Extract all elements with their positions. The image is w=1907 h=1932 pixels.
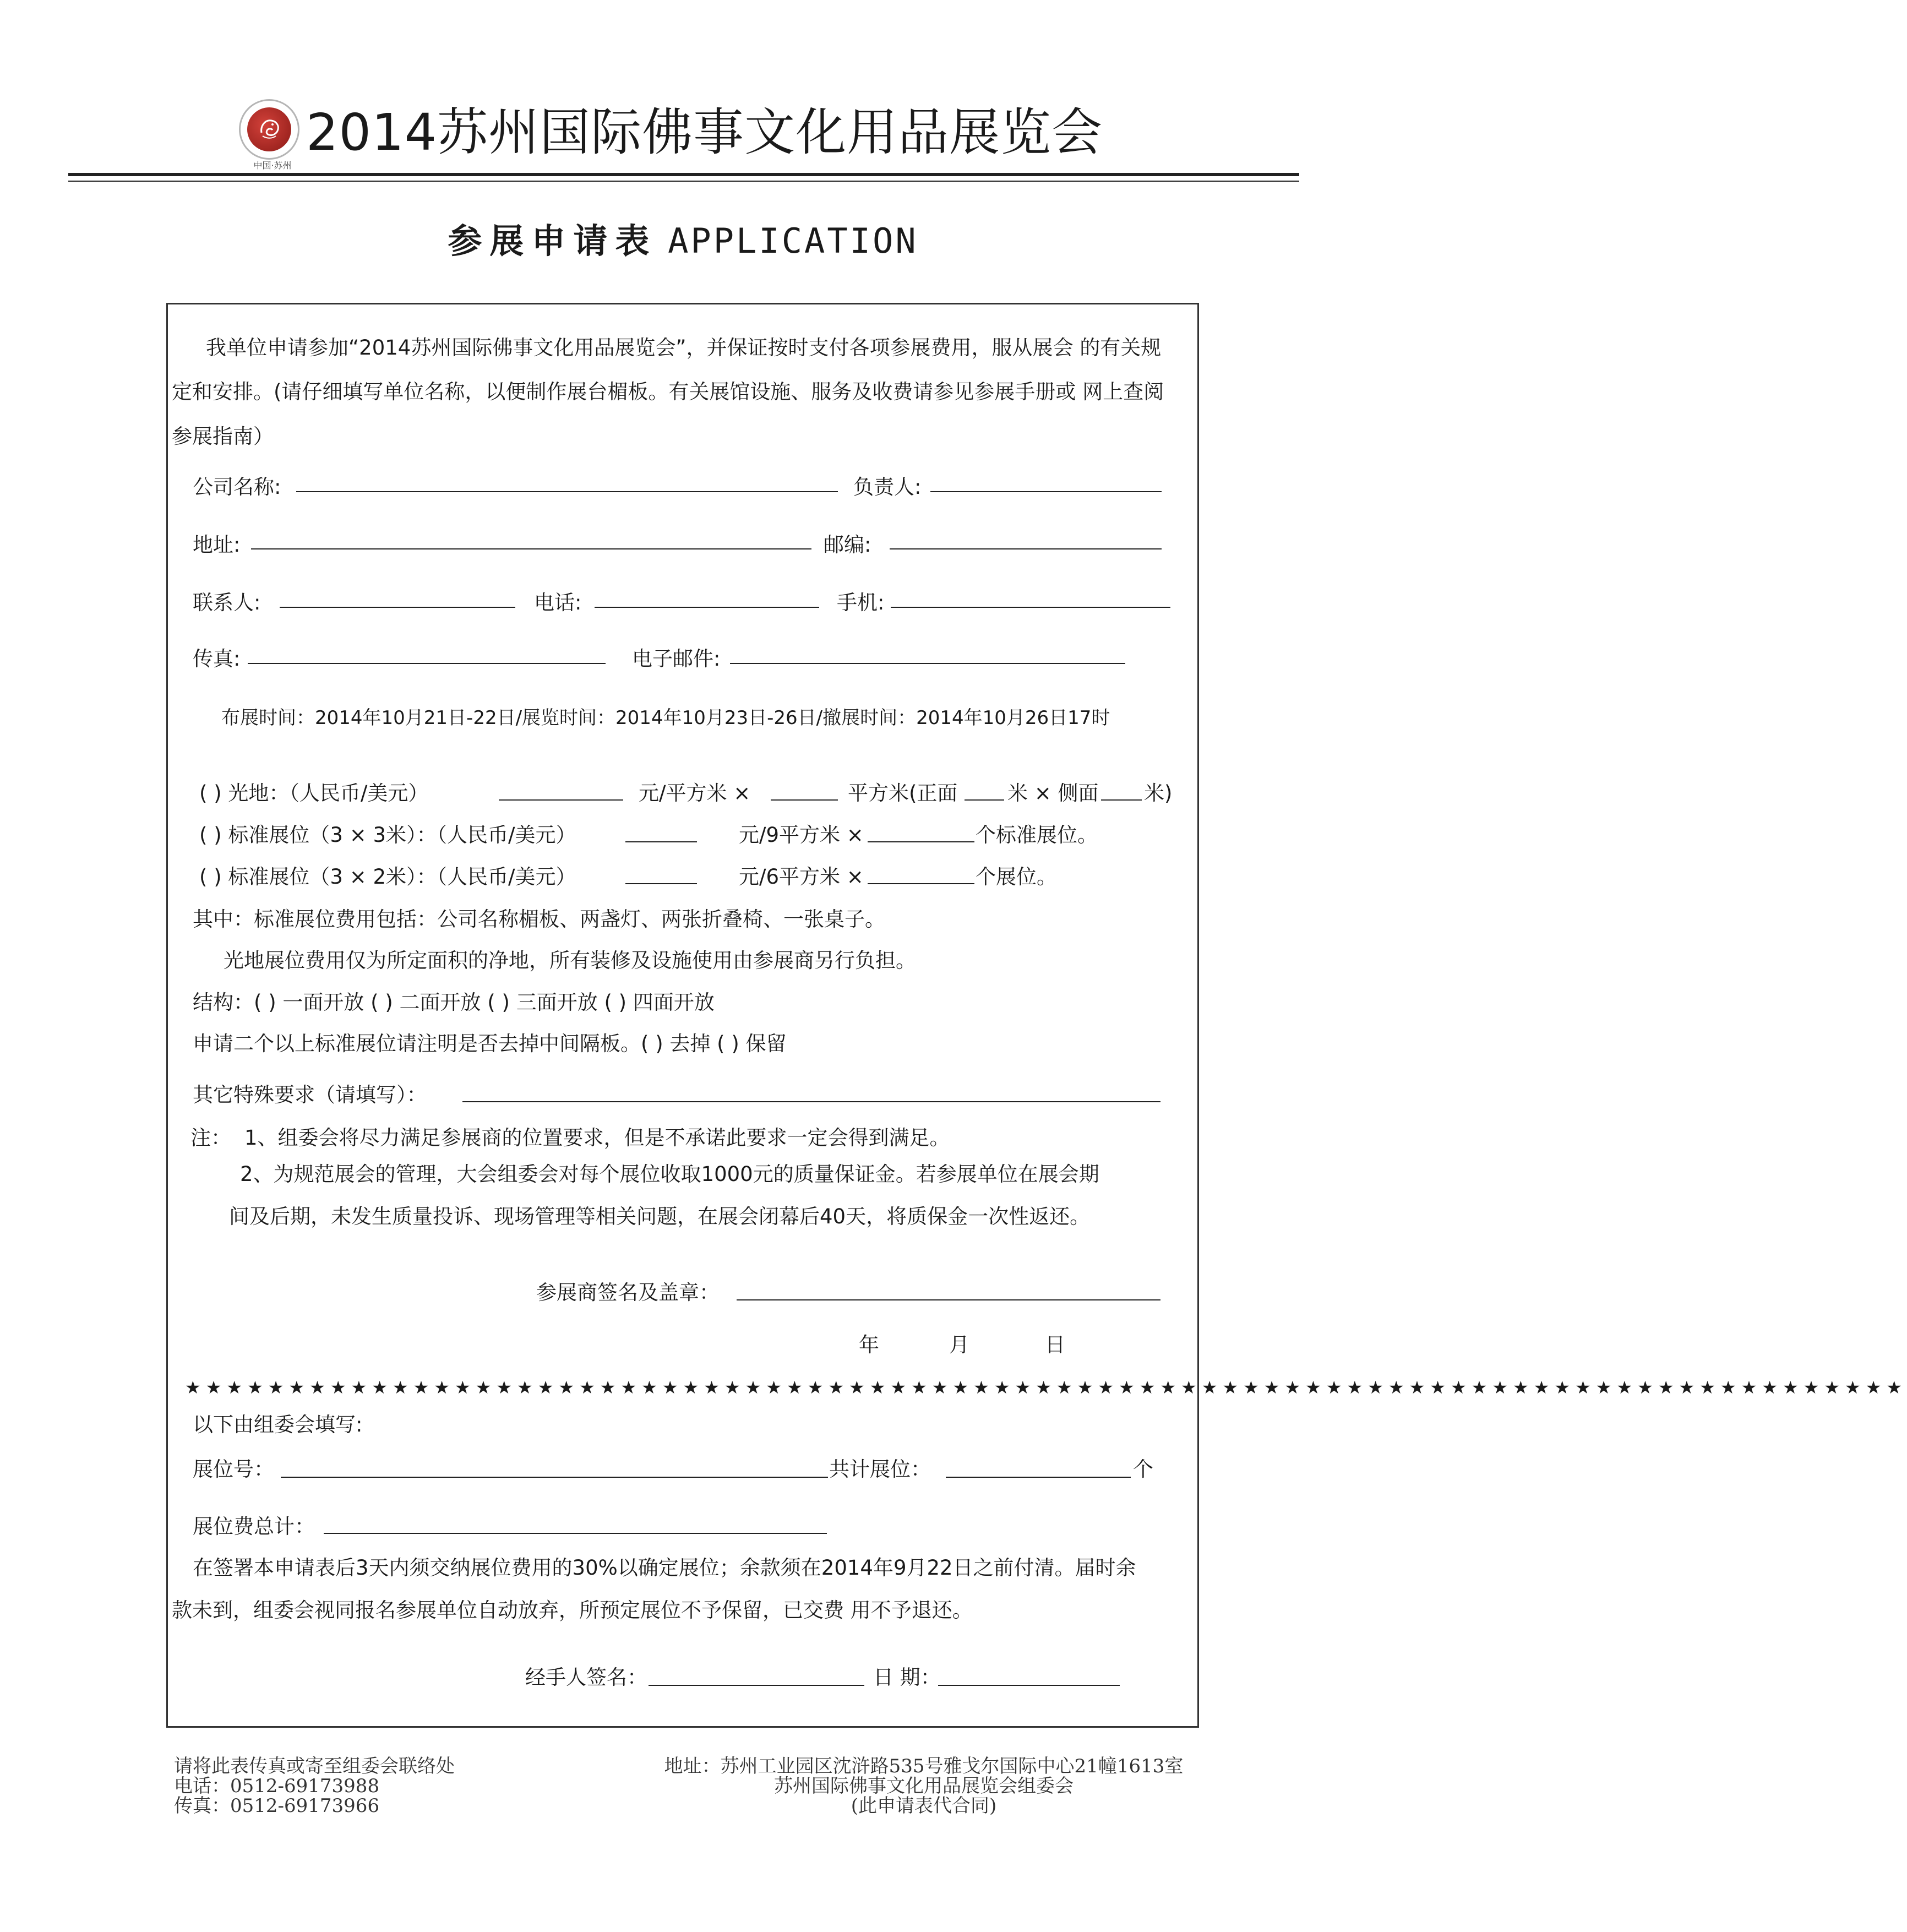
standard-3x2-count-input[interactable]: [868, 883, 974, 884]
footer-fax: 传真：0512-69173966: [174, 1795, 380, 1817]
subtitle-en: APPLICATION: [668, 221, 918, 261]
intro-line-1: 我单位申请参加“2014苏州国际佛事文化用品展览会”，并保证按时支付各项参展费用，服从展会 的有关规: [206, 336, 1162, 360]
footer-organizer: 苏州国际佛事文化用品展览会组委会: [774, 1775, 1074, 1797]
standard-3x2-price-input[interactable]: [625, 883, 697, 884]
special-request-input[interactable]: [462, 1101, 1160, 1102]
standard-3x3-prefix: ( ) 标准展位（3 × 3米）：（人民币/美元）: [199, 823, 576, 847]
address-label: 地址:: [193, 533, 241, 557]
contact-label: 联系人:: [193, 591, 261, 614]
signature-year: 年: [859, 1333, 879, 1357]
intro-line-3: 参展指南）: [172, 425, 274, 448]
raw-space-prefix: ( ) 光地：（人民币/美元）: [199, 781, 429, 805]
schedule-text: 布展时间：2014年10月21日-22日/展览时间：2014年10月23日-26日/撤展时间：2014年10月26日17时: [221, 707, 1110, 729]
raw-space-front-input[interactable]: [965, 799, 1004, 801]
special-request-label: 其它特殊要求（请填写）：: [193, 1083, 427, 1107]
company-input[interactable]: [296, 491, 838, 492]
subtitle-zh: 参展申请表: [448, 221, 657, 261]
postcode-label: 邮编:: [824, 533, 871, 557]
phone-input[interactable]: [595, 607, 819, 608]
raw-space-note: 光地展位费用仅为所定面积的净地，所有装修及设施使用由参展商另行负担。: [224, 949, 916, 972]
raw-space-side-unit: 米): [1144, 781, 1173, 805]
exhibitor-signature-label: 参展商签名及盖章：: [536, 1281, 720, 1304]
intro-line-2: 定和安排。(请仔细填写单位名称，以便制作展台楣板。有关展馆设施、服务及收费请参见参展手册或 网上查阅: [172, 380, 1164, 404]
header-divider-thick: [68, 173, 1299, 176]
booth-number-input[interactable]: [281, 1477, 828, 1478]
total-booths-unit: 个: [1133, 1457, 1153, 1481]
page-title: 2014苏州国际佛事文化用品展览会: [306, 103, 1103, 162]
logo-caption: 中国·苏州: [253, 160, 292, 171]
signature-day: 日: [1045, 1333, 1065, 1357]
note-2a: 2、为规范展会的管理，大会组委会对每个展位收取1000元的质量保证金。若参展单位在展会期: [240, 1162, 1099, 1186]
standard-3x2-unit-price: 元/6平方米 ×: [739, 865, 864, 889]
form-subtitle: [0, 219, 1366, 263]
handler-signature-label: 经手人签名：: [525, 1666, 647, 1689]
footer-address: 地址：苏州工业园区沈浒路535号雅戈尔国际中心21幢1613室: [664, 1755, 1184, 1777]
contact-input[interactable]: [280, 607, 515, 608]
raw-space-side-input[interactable]: [1101, 799, 1142, 801]
header-divider-thin: [68, 181, 1299, 182]
standard-3x2-suffix: 个展位。: [976, 865, 1057, 889]
fax-label: 传真:: [193, 647, 241, 671]
note-2b: 间及后期，未发生质量投诉、现场管理等相关问题，在展会闭幕后40天，将质保金一次性返还。: [229, 1205, 1091, 1228]
handler-signature-input[interactable]: [649, 1685, 864, 1686]
footer-instruction: 请将此表传真或寄至组委会联络处: [174, 1755, 455, 1777]
signature-month: 月: [949, 1333, 969, 1357]
exhibitor-signature-input[interactable]: [737, 1299, 1160, 1300]
organizer-heading: 以下由组委会填写:: [193, 1413, 363, 1436]
handler-date-label: 日 期：: [873, 1666, 941, 1689]
payment-text-2: 款未到，组委会视同报名参展单位自动放弃，所预定展位不予保留，已交费 用不予退还。: [172, 1598, 973, 1622]
raw-space-area-label: 平方米(正面: [848, 781, 958, 805]
person-in-charge-label: 负责人:: [853, 475, 922, 499]
postcode-input[interactable]: [890, 548, 1162, 549]
exhibition-logo: [239, 99, 299, 160]
partition-options[interactable]: 申请二个以上标准展位请注明是否去掉中间隔板。( ) 去掉 ( ) 保留: [193, 1032, 787, 1055]
star-divider: ★★★★★★★★★★★★★★★★★★★★★★★★★★★★★★★★★★★★★★★★★★★★★★★★★★★★★★★★★★★★★★★★★★★★★★★★★★★★★★★★★★★: [185, 1377, 1907, 1398]
booth-number-label: 展位号：: [193, 1457, 274, 1481]
mobile-label: 手机:: [837, 591, 885, 614]
footer-contract-note: (此申请表代合同): [851, 1795, 997, 1817]
raw-space-front-unit: 米 × 侧面: [1007, 781, 1099, 805]
total-booths-input[interactable]: [946, 1477, 1131, 1478]
email-input[interactable]: [730, 663, 1125, 664]
note-1: 1、组委会将尽力满足参展商的位置要求，但是不承诺此要求一定会得到满足。: [244, 1126, 950, 1150]
standard-includes-text: 其中：标准展位费用包括：公司名称楣板、两盏灯、两张折叠椅、一张桌子。: [193, 907, 885, 931]
dragon-icon: [257, 116, 281, 142]
raw-space-price-input[interactable]: [499, 799, 623, 801]
payment-text-1: 在签署本申请表后3天内须交纳展位费用的30%以确定展位；余款须在2014年9月22日之前付清。届时余: [193, 1556, 1136, 1580]
fee-total-input[interactable]: [324, 1533, 827, 1534]
raw-space-unit-price: 元/平方米 ×: [639, 781, 751, 805]
fax-input[interactable]: [248, 663, 606, 664]
standard-3x3-suffix: 个标准展位。: [976, 823, 1098, 847]
structure-options[interactable]: 结构：( ) 一面开放 ( ) 二面开放 ( ) 三面开放 ( ) 四面开放: [193, 991, 715, 1014]
person-in-charge-input[interactable]: [930, 491, 1162, 492]
standard-3x3-count-input[interactable]: [868, 841, 974, 842]
mobile-input[interactable]: [891, 607, 1170, 608]
company-label: 公司名称:: [193, 475, 281, 499]
address-input[interactable]: [251, 548, 811, 549]
handler-date-input[interactable]: [938, 1685, 1120, 1686]
standard-3x3-price-input[interactable]: [625, 841, 697, 842]
logo-emblem: [247, 107, 291, 151]
email-label: 电子邮件:: [632, 647, 721, 671]
standard-3x3-unit-price: 元/9平方米 ×: [739, 823, 864, 847]
fee-total-label: 展位费总计：: [193, 1515, 315, 1538]
footer-phone: 电话：0512-69173988: [174, 1775, 380, 1797]
standard-3x2-prefix: ( ) 标准展位（3 × 2米）：（人民币/美元）: [199, 865, 576, 889]
raw-space-area-input[interactable]: [771, 799, 838, 801]
notes-label: 注：: [190, 1126, 231, 1150]
phone-label: 电话:: [534, 591, 582, 614]
total-booths-label: 共计展位：: [829, 1457, 931, 1481]
